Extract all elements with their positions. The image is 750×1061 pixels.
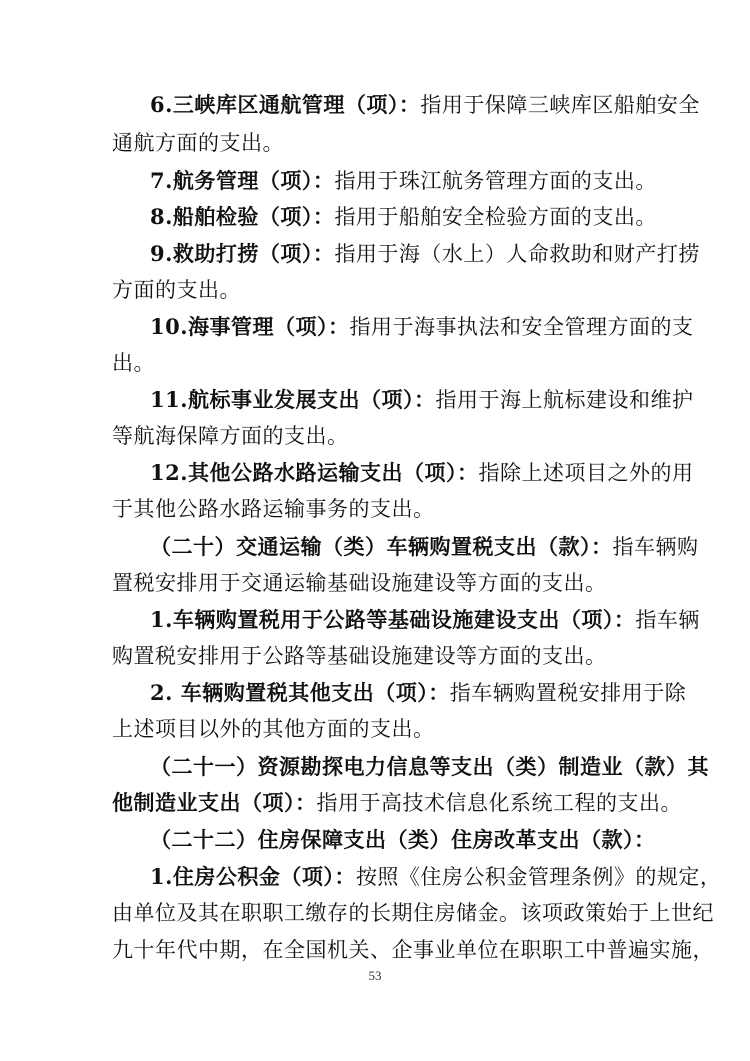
section-heading: 他制造业支出（项）： [112,790,317,815]
paragraph-line [112,936,714,964]
paragraph-line [112,422,642,450]
paragraph-line [150,459,694,487]
item-text: 指用于海事执法和安全管理方面的支 [349,315,694,339]
paragraph-line [112,495,642,523]
item-text: 指用于海上航标建设和维护 [435,388,694,412]
item-text: 方面的支出。 [112,278,241,302]
item-heading: 7.航务管理（项）： [150,168,335,193]
item-text: 指用于船舶安全检验方面的支出。 [334,205,657,229]
paragraph-line [112,899,714,927]
item-text: 购置税安排用于公路等基础设施建设等方面的支出。 [112,644,607,668]
item-text: 等航海保障方面的支出。 [112,424,349,448]
paragraph-line [150,679,687,707]
section-heading: （二十二）住房保障支出（类）住房改革支出（款）： [150,827,656,852]
paragraph-line [112,129,642,157]
paragraph-line [150,386,694,414]
item-heading: 11.航标事业发展支出（项）： [150,387,436,412]
paragraph-line [150,167,657,195]
item-text: 九十年代中期，在全国机关、企事业单位在职职工中普遍实施， [112,938,714,962]
paragraph-line [112,715,642,743]
item-heading: 6.三峡库区通航管理（项）： [150,92,421,117]
paragraph-line [150,753,709,781]
item-text: 由单位及其在职职工缴存的长期住房储金。该项政策始于上世纪 [112,901,714,925]
item-text: 通航方面的支出。 [112,131,284,155]
paragraph-line [150,91,700,119]
paragraph-line [150,533,699,561]
section-heading: （二十）交通运输（类）车辆购置税支出（款）： [150,534,613,559]
paragraph-line [150,240,700,268]
item-heading: 8.船舶检验（项）： [150,204,335,229]
item-heading: 1.车辆购置税用于公路等基础设施建设支出（项）： [150,607,636,632]
item-heading: 1.住房公积金（项）： [150,864,356,889]
item-text: 按照《住房公积金管理条例》的规定， [355,865,722,889]
paragraph-line [112,642,642,670]
paragraph-line [150,863,722,891]
paragraph-line [112,349,642,377]
item-text: 上述项目以外的其他方面的支出。 [112,717,435,741]
paragraph-line [150,826,656,854]
item-text: 置税安排用于交通运输基础设施建设等方面的支出。 [112,571,607,595]
section-heading: （二十一）资源勘探电力信息等支出（类）制造业（款）其 [150,754,709,779]
item-text: 于其他公路水路运输事务的支出。 [112,497,435,521]
item-text: 指用于海（水上）人命救助和财产打捞 [334,242,700,266]
page-number: 53 [368,968,382,983]
item-text: 指车辆购 [612,535,699,559]
item-heading: 9.救助打捞（项）： [150,241,335,266]
item-heading: 10.海事管理（项）： [150,314,350,339]
paragraph-line [150,313,694,341]
item-text: 指车辆 [635,608,700,632]
item-text: 指用于保障三峡库区船舶安全 [420,93,700,117]
item-heading: 2. 车辆购置税其他支出（项）： [150,680,450,705]
paragraph-line [112,789,682,817]
item-text: 指用于珠江航务管理方面的支出。 [334,169,657,193]
paragraph-line [150,203,657,231]
paragraph-line [150,606,700,634]
item-text: 出。 [112,351,155,375]
paragraph-line [112,276,642,304]
item-heading: 12.其他公路水路运输支出（项）： [150,460,479,485]
item-text: 指除上述项目之外的用 [478,461,694,485]
item-text: 指车辆购置税安排用于除 [449,681,687,705]
item-text: 指用于高技术信息化系统工程的支出。 [316,791,682,815]
paragraph-line [112,569,642,597]
